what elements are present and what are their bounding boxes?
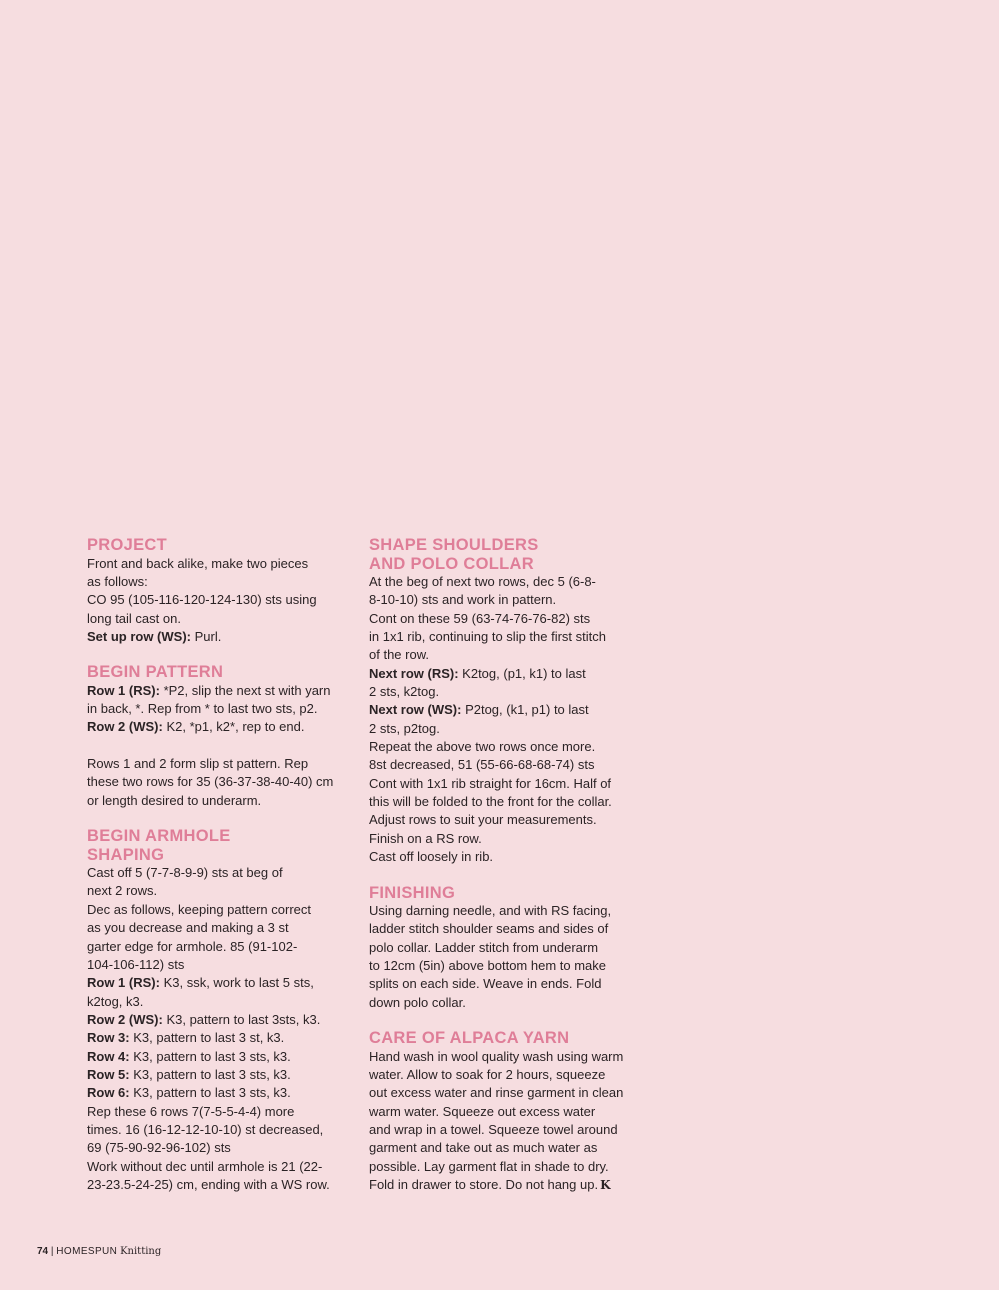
page-footer (37, 1246, 161, 1257)
text-line: 8st decreased, 51 (55-66-68-68-74) sts (369, 757, 595, 773)
row-label: Row 1 (RS): (87, 682, 160, 698)
text-line: and wrap in a towel. Squeeze towel around (369, 1121, 618, 1137)
text-line: next 2 rows. (87, 883, 158, 899)
text-line: Cont with 1x1 rib straight for 16cm. Half of (369, 775, 612, 791)
text-line: this will be folded to the front for the collar. (369, 794, 612, 810)
text-line: in 1x1 rib, continuing to slip the first stitch (369, 629, 607, 645)
row-text: K2tog, (p1, k1) to last (458, 665, 586, 681)
text-line: long tail cast on. (87, 610, 181, 626)
text-line: as you decrease and making a 3 st (87, 920, 289, 936)
text-line: Cast off 5 (7-7-8-9-9) sts at beg of (87, 865, 283, 881)
text-line: At the beg of next two rows, dec 5 (6-8- (369, 574, 596, 589)
text-line: 2 sts, p2tog. (369, 720, 440, 736)
row-label: Row 2 (WS): (87, 1011, 163, 1027)
heading-care: CARE OF ALPACA YARN (369, 1029, 570, 1048)
shoulders-text (369, 573, 634, 867)
setup-row-text: Purl. (191, 628, 222, 644)
blank-line (87, 737, 352, 755)
text-line: ladder stitch shoulder seams and sides of (369, 921, 609, 937)
text-line: water. Allow to soak for 2 hours, squeeze (369, 1066, 606, 1082)
heading-finishing: FINISHING (369, 883, 456, 902)
armhole-row-5 (87, 1066, 352, 1084)
text-line: CO 95 (105-116-120-124-130) sts using (87, 592, 317, 608)
armhole-text (87, 864, 352, 1194)
next-row-ws (369, 701, 634, 719)
publication-name: HOMESPUN (56, 1246, 118, 1257)
text-line: splits on each side. Weave in ends. Fold (369, 976, 602, 992)
row-text: P2tog, (k1, p1) to last (461, 702, 589, 718)
text-line: 23-23.5-24-25) cm, ending with a WS row. (87, 1176, 330, 1192)
text-line: these two rows for 35 (36-37-38-40-40) cm (87, 774, 334, 790)
text-line: as follows: (87, 573, 148, 589)
text-line: Fold in drawer to store. Do not hang up. (369, 1176, 599, 1192)
row-text: K3, pattern to last 3 sts, k3. (129, 1085, 291, 1101)
text-line: polo collar. Ladder stitch from underarm (369, 939, 599, 955)
right-column (369, 536, 634, 1194)
armhole-row-1 (87, 974, 352, 992)
row-label: Row 1 (RS): (87, 975, 160, 991)
text-line: to 12cm (5in) above bottom hem to make (369, 958, 607, 974)
text-line: of the row. (369, 647, 429, 663)
text-line: out excess water and rinse garment in clean (369, 1085, 624, 1101)
footer-separator: | (50, 1246, 54, 1257)
text-line: or length desired to underarm. (87, 792, 262, 808)
row-text: K3, pattern to last 3 sts, k3. (129, 1066, 291, 1082)
heading-project: PROJECT (87, 536, 168, 554)
text-line: warm water. Squeeze out excess water (369, 1103, 596, 1119)
care-text (369, 1048, 634, 1195)
heading-line: BEGIN ARMHOLE (87, 827, 231, 846)
row-label: Next row (RS): (369, 665, 459, 681)
armhole-row-2 (87, 1011, 352, 1029)
setup-row (87, 628, 352, 646)
section-name: Knitting (120, 1246, 162, 1257)
page-number: 74 (37, 1246, 49, 1257)
heading-line: AND POLO COLLAR (369, 554, 534, 573)
row-label: Row 3: (87, 1030, 130, 1046)
row-text: *P2, slip the next st with yarn (159, 682, 331, 698)
row-label: Row 4: (87, 1048, 130, 1064)
row-text: K3, pattern to last 3 st, k3. (129, 1030, 285, 1046)
row-text: K3, pattern to last 3 sts, k3. (129, 1048, 291, 1064)
text-line: Rep these 6 rows 7(7-5-5-4-4) more (87, 1103, 295, 1119)
row-text: K2, *p1, k2*, rep to end. (162, 719, 305, 735)
text-line: 2 sts, k2tog. (369, 684, 440, 700)
row-label: Row 6: (87, 1085, 130, 1101)
text-line: Rows 1 and 2 form slip st pattern. Rep (87, 756, 309, 772)
text-line: Work without dec until armhole is 21 (22- (87, 1158, 323, 1174)
heading-begin-pattern: BEGIN PATTERN (87, 663, 224, 682)
armhole-row-3 (87, 1029, 352, 1047)
pattern-row-2 (87, 718, 352, 736)
text-line: possible. Lay garment flat in shade to dry. (369, 1158, 609, 1174)
row-label: Next row (WS): (369, 702, 462, 718)
row-text: K3, ssk, work to last 5 sts, (159, 975, 314, 991)
text-line: times. 16 (16-12-12-10-10) st decreased, (87, 1121, 324, 1137)
pattern-row-1 (87, 682, 352, 700)
text-line: Adjust rows to suit your measurements. (369, 812, 597, 828)
finishing-text (369, 902, 634, 1012)
heading-line: SHAPING (87, 845, 165, 864)
text-line: down polo collar. (369, 994, 466, 1010)
armhole-row-4 (87, 1048, 352, 1066)
text-line: Hand wash in wool quality wash using warm (369, 1048, 624, 1064)
last-line (369, 1176, 634, 1194)
text-line: Cast off loosely in rib. (369, 849, 494, 865)
text-line: garment and take out as much water as (369, 1140, 598, 1156)
setup-row-label: Set up row (WS): (87, 628, 191, 644)
text-line: 69 (75-90-92-96-102) sts (87, 1140, 231, 1156)
begin-pattern-text (87, 682, 352, 810)
heading-line: SHAPE SHOULDERS (369, 536, 539, 554)
end-mark-icon: K (600, 1177, 611, 1192)
next-row-rs (369, 665, 634, 683)
heading-armhole (87, 827, 352, 864)
text-line: Dec as follows, keeping pattern correct (87, 901, 311, 917)
heading-shoulders (369, 536, 634, 573)
armhole-row-6 (87, 1084, 352, 1102)
text-line: 8-10-10) sts and work in pattern. (369, 592, 557, 608)
text-line: 104-106-112) sts (87, 956, 185, 972)
text-line: Front and back alike, make two pieces (87, 555, 309, 571)
row-label: Row 5: (87, 1066, 130, 1082)
text-line: Finish on a RS row. (369, 830, 482, 846)
project-text (87, 555, 352, 647)
left-column (87, 536, 352, 1194)
text-line: Cont on these 59 (63-74-76-76-82) sts (369, 610, 591, 626)
text-line: in back, *. Rep from * to last two sts, p2. (87, 701, 318, 717)
text-line: garter edge for armhole. 85 (91-102- (87, 938, 298, 954)
row-text: K3, pattern to last 3sts, k3. (162, 1011, 321, 1027)
text-line: Repeat the above two rows once more. (369, 739, 596, 755)
text-line: Using darning needle, and with RS facing, (369, 903, 612, 918)
text-line: k2tog, k3. (87, 993, 144, 1009)
row-label: Row 2 (WS): (87, 719, 163, 735)
